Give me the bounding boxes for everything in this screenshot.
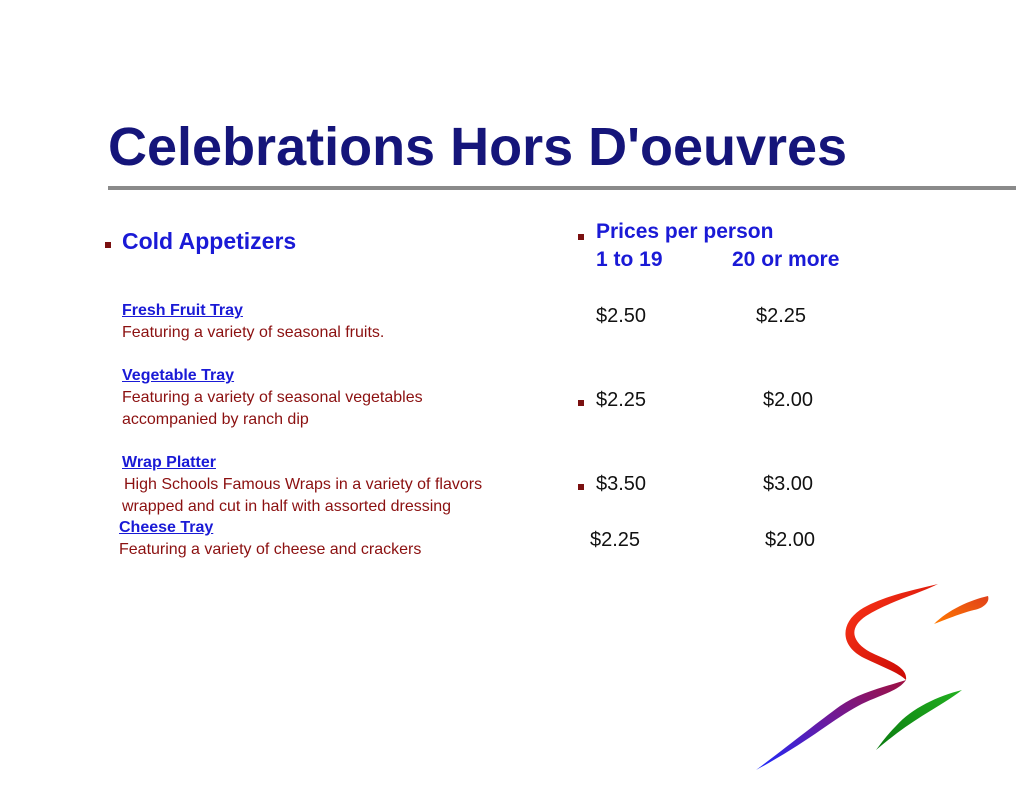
item-description: Featuring a variety of seasonal vegetables [122, 389, 423, 406]
bullet-icon [578, 234, 584, 240]
item-name-vegetable-tray[interactable]: Vegetable Tray [122, 367, 235, 384]
price-20-or-more: $2.00 [763, 389, 814, 411]
item-description: wrapped and cut in half with assorted dressing [122, 498, 452, 515]
price-20-or-more: $2.25 [756, 305, 807, 327]
price-1-to-19: $3.50 [596, 473, 647, 495]
price-20-or-more: $2.00 [765, 529, 816, 551]
item-name-wrap-platter[interactable]: Wrap Platter [122, 454, 216, 471]
item-description: Featuring a variety of cheese and crackers [119, 541, 422, 558]
item-name-fresh-fruit-tray[interactable]: Fresh Fruit Tray [122, 302, 243, 319]
price-1-to-19: $2.50 [596, 305, 647, 327]
item-description: accompanied by ranch dip [122, 411, 309, 428]
quantity-col-1-label: 1 to 19 [596, 248, 663, 271]
quantity-header-row [596, 248, 839, 272]
prices-heading: Prices per person [596, 220, 774, 243]
item-description: Featuring a variety of seasonal fruits. [122, 324, 385, 341]
section-heading-cold-appetizers: Cold Appetizers [122, 228, 297, 254]
item-description: High Schools Famous Wraps in a variety of flavors [124, 476, 483, 493]
stylized-s-logo-icon [748, 580, 998, 775]
bullet-icon [578, 484, 584, 490]
title-underline [108, 186, 1016, 190]
bullet-icon [578, 400, 584, 406]
price-1-to-19: $2.25 [596, 389, 647, 411]
price-1-to-19: $2.25 [590, 529, 641, 551]
bullet-icon [105, 242, 111, 248]
quantity-col-2-label: 20 or more [732, 248, 840, 271]
item-name-cheese-tray[interactable]: Cheese Tray [119, 519, 214, 536]
price-20-or-more: $3.00 [763, 473, 814, 495]
slide-title: Celebrations Hors D'oeuvres [108, 117, 848, 177]
